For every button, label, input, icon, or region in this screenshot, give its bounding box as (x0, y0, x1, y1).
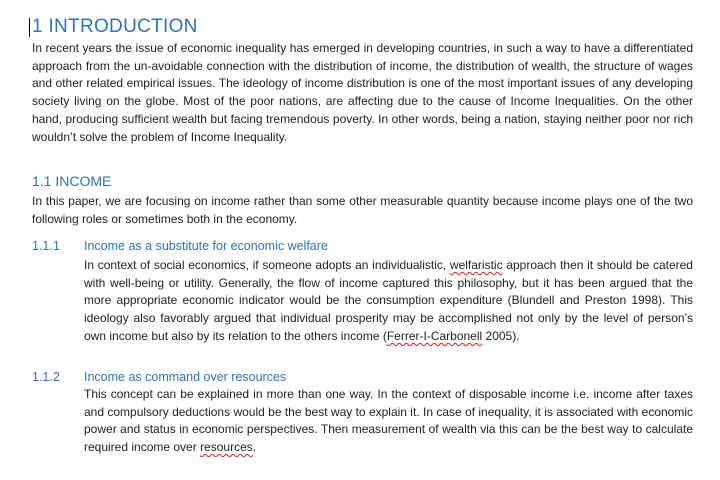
section-number: 1.1.1 (32, 239, 60, 253)
command-text-a: This concept can be explained in more than one way. In the context of disposable income i.e. income after taxes and compulsory deductions would be the best way to explain it. In case of inequality, it is associated with economic power and status in economic perspectives. Then measurement of wealth via this can be the best way to calculate required income over (84, 387, 693, 455)
section-title: Income as a substitute for economic welfare (84, 239, 328, 253)
command-paragraph (84, 386, 693, 457)
heading-introduction: 1 INTRODUCTION (32, 16, 198, 37)
welfare-text-b: approach then it should be catered with well-being or utility. Generally, the flow of income captured this philosophy, but it has been argued that the more appropriate economic indicator would be the consumption expenditure (Blundell and Preston 1998). This ideology also favorably argued that individual prosperity may be accomplished not only by the level of person’s own income but also by its relation to the others income ( (84, 258, 693, 343)
heading-income-welfare (32, 238, 328, 254)
heading-income: 1.1 INCOME (32, 173, 112, 189)
misspelled-word[interactable]: Ferrer-I-Carbonell (386, 328, 483, 343)
misspelled-word[interactable]: welfaristic (449, 258, 503, 272)
income-paragraph: In this paper, we are focusing on income rather than some other measurable quantity because income plays one of the two following roles or sometimes both in the economy. (32, 194, 693, 226)
misspelled-word[interactable]: resources (200, 440, 253, 455)
welfare-paragraph (84, 257, 693, 346)
welfare-text-c: 2005). (482, 328, 520, 343)
section-title: Income as command over resources (84, 370, 287, 384)
welfare-text-a: In context of social economics, if someone adopts an individualistic, (84, 258, 450, 272)
command-text-b: . (252, 440, 257, 455)
section-number: 1.1.2 (32, 370, 60, 384)
text-cursor (29, 18, 30, 37)
intro-paragraph: In recent years the issue of economic inequality has emerged in developing countries, in such a way to have a differentiated approach from the un-avoidable connection with the distribution of income, the distribution of wealth, the structure of wages and other related empirical issues. The ideology of income distribution is one of the most important issues of any developing society living on the globe. Most of the poor nations, are affecting due to the cause of Income Inequalities. On the other hand, producing sufficient wealth but facing tremendous poverty. In other words, being a nation, staying neither poor nor rich wouldn’t solve the problem of Income Inequality. (32, 41, 693, 144)
heading-income-command (32, 369, 286, 385)
